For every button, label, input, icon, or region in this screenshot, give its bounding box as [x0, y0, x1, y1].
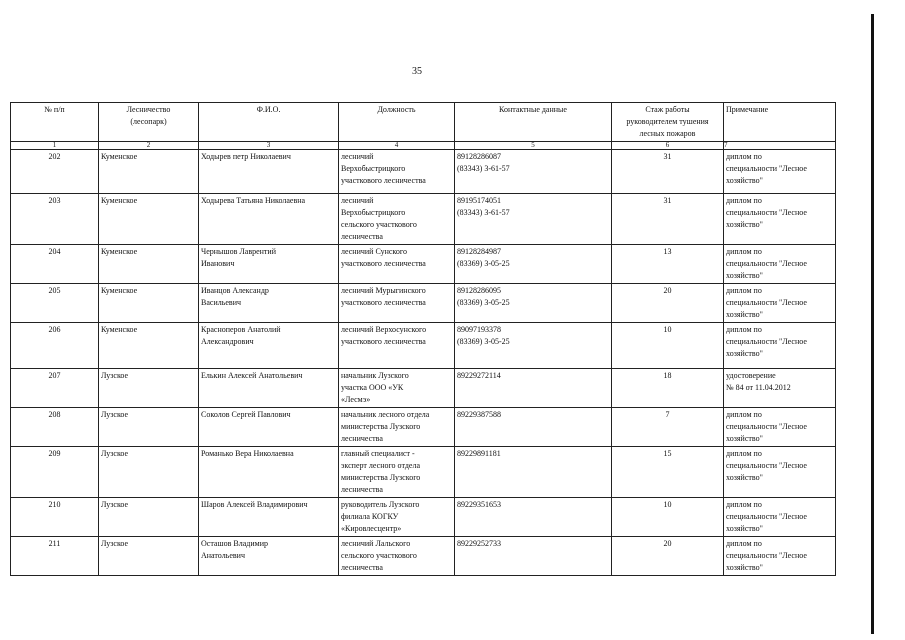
cell-experience-line: 13: [663, 247, 672, 256]
cell-forestry: [99, 537, 199, 576]
cell-note: [724, 447, 836, 498]
cell-note: [724, 194, 836, 245]
cell-name: [199, 408, 339, 447]
cell-name: [199, 369, 339, 408]
cell-position-line: министерства Лузского: [341, 473, 421, 482]
cell-contacts-line: (83343) 3-61-57: [457, 164, 510, 173]
cell-forestry-line: Лузское: [101, 449, 129, 458]
cell-number: [11, 284, 99, 323]
cell-number: [11, 150, 99, 194]
cell-experience-line: 7: [665, 410, 670, 419]
cell-contacts: [455, 498, 612, 537]
cell-note-line: специальности "Лесное: [726, 461, 807, 470]
cell-note-line: хозяйство": [726, 271, 763, 280]
cell-name: [199, 447, 339, 498]
cell-contacts: [455, 369, 612, 408]
cell-number-line: 203: [48, 196, 61, 205]
cell-note-line: хозяйство": [726, 524, 763, 533]
cell-forestry-line: Куменское: [101, 325, 138, 334]
header-forestry: [99, 103, 199, 142]
cell-note-line: удостоверение: [726, 371, 776, 380]
header-number: [11, 103, 99, 142]
cell-position-line: начальник Лузского: [341, 371, 409, 380]
cell-name-line: Красноперов Анатолий: [201, 325, 281, 334]
cell-position-line: лесничий Лальского: [341, 539, 411, 548]
cell-number-line: 205: [48, 286, 61, 295]
cell-position: [339, 447, 455, 498]
header-forestry-line: (лесопарк): [130, 117, 167, 126]
cell-position-line: сельского участкового: [341, 220, 417, 229]
cell-name: [199, 284, 339, 323]
page-number: 35: [412, 66, 422, 77]
cell-note-line: хозяйство": [726, 310, 763, 319]
cell-forestry-line: Лузское: [101, 371, 129, 380]
cell-note-line: хозяйство": [726, 563, 763, 572]
cell-forestry-line: Лузское: [101, 410, 129, 419]
header-position-line: Должность: [377, 105, 416, 114]
cell-contacts-line: 89128286095: [457, 286, 501, 295]
cell-contacts: [455, 245, 612, 284]
cell-name-line: Чернышов Лаврентий: [201, 247, 276, 256]
cell-note-line: диплом по: [726, 286, 762, 295]
cell-note-line: хозяйство": [726, 434, 763, 443]
cell-number-line: 202: [48, 152, 61, 161]
cell-position-line: участкового лесничества: [341, 176, 426, 185]
cell-name-line: Иванцов Александр: [201, 286, 269, 295]
cell-position-line: участкового лесничества: [341, 337, 426, 346]
cell-forestry: [99, 194, 199, 245]
cell-position-line: эксперт лесного отдела: [341, 461, 420, 470]
cell-contacts: [455, 284, 612, 323]
cell-position-line: министерства Лузского: [341, 422, 421, 431]
cell-note: [724, 284, 836, 323]
cell-number-line: 204: [48, 247, 61, 256]
cell-experience-line: 20: [663, 539, 672, 548]
table-row: [11, 284, 836, 323]
cell-position: [339, 323, 455, 369]
cell-contacts-line: 89229252733: [457, 539, 501, 548]
cell-name-line: Иванович: [201, 259, 235, 268]
cell-name-line: Васильевич: [201, 298, 241, 307]
cell-position-line: участка ООО «УК: [341, 383, 404, 392]
table-row: [11, 194, 836, 245]
column-number: 3: [199, 142, 339, 150]
cell-position-line: «Кировлесцентр»: [341, 524, 402, 533]
cell-note-line: диплом по: [726, 500, 762, 509]
cell-experience-line: 31: [663, 196, 672, 205]
header-experience-line: лесных пожаров: [639, 129, 696, 138]
header-contacts: [455, 103, 612, 142]
cell-experience: [612, 537, 724, 576]
cell-note-line: диплом по: [726, 539, 762, 548]
cell-contacts: [455, 323, 612, 369]
cell-name: [199, 498, 339, 537]
cell-forestry: [99, 323, 199, 369]
cell-position-line: участкового лесничества: [341, 298, 426, 307]
cell-experience: [612, 194, 724, 245]
cell-note-line: специальности "Лесное: [726, 164, 807, 173]
cell-position-line: лесничий Сунского: [341, 247, 407, 256]
cell-contacts-line: 89229891181: [457, 449, 501, 458]
page-edge-line: [871, 14, 874, 634]
table-row: [11, 369, 836, 408]
cell-number-line: 207: [48, 371, 61, 380]
cell-experience: [612, 245, 724, 284]
column-number: 4: [339, 142, 455, 150]
cell-number: [11, 245, 99, 284]
cell-note-line: специальности "Лесное: [726, 512, 807, 521]
cell-experience-line: 31: [663, 152, 672, 161]
cell-number: [11, 537, 99, 576]
cell-experience-line: 15: [663, 449, 672, 458]
cell-position-line: лесничества: [341, 434, 383, 443]
cell-note: [724, 245, 836, 284]
cell-note-line: хозяйство": [726, 176, 763, 185]
cell-position: [339, 498, 455, 537]
cell-forestry: [99, 284, 199, 323]
cell-experience: [612, 498, 724, 537]
header-forestry-line: Лесничество: [126, 105, 171, 114]
column-number: 7: [724, 142, 836, 150]
cell-number: [11, 447, 99, 498]
cell-contacts-line: 89229351653: [457, 500, 501, 509]
cell-experience: [612, 447, 724, 498]
cell-name-line: Ходырева Татьяна Николаевна: [201, 196, 306, 205]
header-position: [339, 103, 455, 142]
cell-name: [199, 150, 339, 194]
cell-contacts-line: (83343) 3-61-57: [457, 208, 510, 217]
cell-contacts-line: (83369) 3-05-25: [457, 259, 510, 268]
cell-position-line: участкового лесничества: [341, 259, 426, 268]
cell-contacts: [455, 447, 612, 498]
cell-position-line: лесничий: [341, 196, 374, 205]
cell-contacts-line: (83369) 3-05-25: [457, 337, 510, 346]
cell-position-line: лесничества: [341, 485, 383, 494]
cell-note-line: диплом по: [726, 247, 762, 256]
cell-experience-line: 10: [663, 500, 672, 509]
cell-name-line: Романько Вера Николаевна: [201, 449, 294, 458]
header-note: [724, 103, 836, 142]
cell-note-line: специальности "Лесное: [726, 298, 807, 307]
column-number: 1: [11, 142, 99, 150]
cell-name: [199, 537, 339, 576]
cell-forestry-line: Лузское: [101, 500, 129, 509]
cell-number-line: 208: [48, 410, 61, 419]
cell-position: [339, 150, 455, 194]
column-number-row: [11, 142, 836, 150]
cell-experience: [612, 369, 724, 408]
cell-contacts-line: 89128284987: [457, 247, 501, 256]
cell-experience: [612, 150, 724, 194]
cell-contacts-line: 89097193378: [457, 325, 501, 334]
cell-contacts-line: (83369) 3-05-25: [457, 298, 510, 307]
cell-contacts: [455, 537, 612, 576]
cell-name: [199, 323, 339, 369]
cell-forestry-line: Куменское: [101, 286, 138, 295]
cell-contacts-line: 89229387588: [457, 410, 501, 419]
cell-number: [11, 498, 99, 537]
cell-position-line: лесничий Верхосунского: [341, 325, 427, 334]
cell-position-line: лесничества: [341, 563, 383, 572]
cell-note-line: специальности "Лесное: [726, 337, 807, 346]
table-row: [11, 537, 836, 576]
cell-experience-line: 10: [663, 325, 672, 334]
cell-note-line: специальности "Лесное: [726, 551, 807, 560]
cell-number: [11, 369, 99, 408]
cell-contacts: [455, 408, 612, 447]
cell-forestry: [99, 245, 199, 284]
cell-forestry: [99, 447, 199, 498]
cell-name-line: Александрович: [201, 337, 254, 346]
cell-experience: [612, 284, 724, 323]
cell-position-line: лесничий Мурыгинского: [341, 286, 426, 295]
cell-experience-line: 20: [663, 286, 672, 295]
header-name: [199, 103, 339, 142]
cell-name: [199, 245, 339, 284]
cell-note: [724, 150, 836, 194]
cell-position-line: «Лесмэ»: [341, 395, 371, 404]
table-row: [11, 408, 836, 447]
cell-position: [339, 369, 455, 408]
cell-contacts-line: 89128286087: [457, 152, 501, 161]
cell-note-line: № 84 от 11.04.2012: [726, 383, 791, 392]
cell-note: [724, 537, 836, 576]
cell-position-line: Верхобыстрицкого: [341, 208, 406, 217]
cell-number: [11, 323, 99, 369]
cell-note-line: диплом по: [726, 449, 762, 458]
cell-position: [339, 194, 455, 245]
table-row: [11, 323, 836, 369]
cell-name-line: Осташов Владимир: [201, 539, 268, 548]
cell-position: [339, 408, 455, 447]
cell-contacts-line: 89229272114: [457, 371, 501, 380]
cell-number-line: 211: [48, 539, 61, 548]
cell-contacts: [455, 194, 612, 245]
table-row: [11, 150, 836, 194]
cell-note: [724, 323, 836, 369]
header-contacts-line: Контактные данные: [499, 105, 567, 114]
column-number: 2: [99, 142, 199, 150]
cell-forestry-line: Лузское: [101, 539, 129, 548]
cell-name-line: Шаров Алексей Владимирович: [201, 500, 308, 509]
cell-note-line: хозяйство": [726, 349, 763, 358]
cell-position-line: лесничества: [341, 232, 383, 241]
cell-note-line: хозяйство": [726, 473, 763, 482]
cell-number: [11, 194, 99, 245]
column-number: 5: [455, 142, 612, 150]
cell-name-line: Анатольевич: [201, 551, 245, 560]
table-row: [11, 245, 836, 284]
cell-forestry: [99, 369, 199, 408]
cell-note: [724, 498, 836, 537]
cell-forestry-line: Куменское: [101, 196, 138, 205]
header-experience: [612, 103, 724, 142]
cell-contacts: [455, 150, 612, 194]
cell-forestry: [99, 498, 199, 537]
cell-forestry: [99, 150, 199, 194]
cell-experience: [612, 408, 724, 447]
cell-position-line: руководитель Лузского: [341, 500, 420, 509]
cell-position-line: лесничий: [341, 152, 374, 161]
cell-note-line: хозяйство": [726, 220, 763, 229]
cell-position-line: главный специалист -: [341, 449, 415, 458]
cell-position: [339, 537, 455, 576]
cell-note: [724, 408, 836, 447]
header-experience-line: Стаж работы: [645, 105, 690, 114]
cell-position-line: Верхобыстрицкого: [341, 164, 406, 173]
table-body: [11, 150, 836, 576]
cell-name-line: Соколов Сергей Павлович: [201, 410, 291, 419]
cell-position-line: начальник лесного отдела: [341, 410, 430, 419]
cell-position-line: сельского участкового: [341, 551, 417, 560]
cell-forestry-line: Куменское: [101, 152, 138, 161]
header-note-line: Примечание: [726, 105, 769, 114]
cell-number-line: 206: [48, 325, 61, 334]
table-row: [11, 498, 836, 537]
cell-name-line: Ходырев петр Николаевич: [201, 152, 291, 161]
cell-forestry-line: Куменское: [101, 247, 138, 256]
cell-note-line: специальности "Лесное: [726, 208, 807, 217]
cell-contacts-line: 89195174051: [457, 196, 501, 205]
cell-name-line: Елькин Алексей Анатольевич: [201, 371, 303, 380]
forest-fire-managers-table: [10, 102, 836, 576]
header-name-line: Ф.И.О.: [256, 105, 281, 114]
cell-note: [724, 369, 836, 408]
cell-note-line: специальности "Лесное: [726, 422, 807, 431]
cell-note-line: диплом по: [726, 410, 762, 419]
cell-position-line: филиала КОГКУ: [341, 512, 399, 521]
column-number: 6: [612, 142, 724, 150]
header-experience-line: руководителем тушения: [626, 117, 709, 126]
cell-experience: [612, 323, 724, 369]
header-number-line: № п/п: [44, 105, 65, 114]
cell-position: [339, 245, 455, 284]
cell-note-line: специальности "Лесное: [726, 259, 807, 268]
cell-number-line: 210: [48, 500, 61, 509]
cell-forestry: [99, 408, 199, 447]
table-header-row: [11, 103, 836, 142]
cell-note-line: диплом по: [726, 152, 762, 161]
cell-number-line: 209: [48, 449, 61, 458]
cell-experience-line: 18: [663, 371, 672, 380]
cell-number: [11, 408, 99, 447]
cell-note-line: диплом по: [726, 196, 762, 205]
table-row: [11, 447, 836, 498]
cell-position: [339, 284, 455, 323]
cell-name: [199, 194, 339, 245]
cell-note-line: диплом по: [726, 325, 762, 334]
